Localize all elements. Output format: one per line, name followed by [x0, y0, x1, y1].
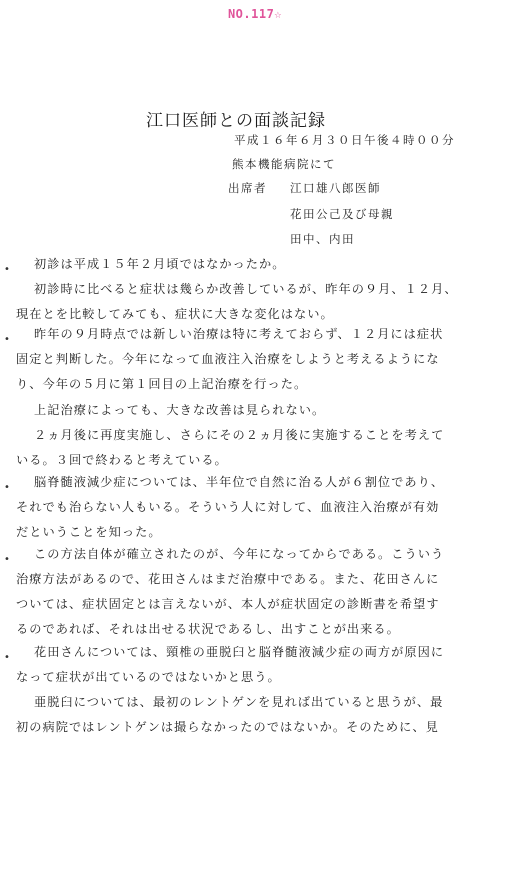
- body-line: いる。３回で終わると考えている。: [16, 453, 228, 467]
- paragraph-bullet: •: [4, 652, 10, 663]
- body-line: 治療方法があるので、花田さんはまだ治療中である。また、花田さんに: [16, 572, 440, 586]
- body-line: 初診は平成１５年２月頃ではなかったか。: [34, 257, 286, 271]
- body-line: 昨年の９月時点では新しい治療は特に考えておらず、１２月には症状: [34, 327, 444, 341]
- body-line: ２ヵ月後に再度実施し、さらにその２ヵ月後に実施することを考えて: [34, 428, 445, 442]
- body-line: 初の病院ではレントゲンは撮らなかったのではないか。そのために、見: [16, 720, 439, 734]
- body-line: 現在とを比較してみても、症状に大きな変化はない。: [16, 307, 334, 321]
- attendees-label: 出席者: [228, 181, 267, 195]
- paragraph-bullet: •: [4, 334, 10, 345]
- body-line: 花田さんについては、頸椎の亜脱臼と脳脊髄液減少症の両方が原因に: [34, 645, 445, 659]
- attendee-item: 花田公己及び母親: [290, 207, 394, 221]
- body-line: 脳脊髄液減少症については、半年位で自然に治る人が６割位であり、: [34, 475, 445, 489]
- body-line: 亜脱臼については、最初のレントゲンを見れば出ていると思うが、最: [34, 695, 444, 709]
- body-line: だということを知った。: [16, 525, 162, 539]
- body-line: なって症状が出ているのではないかと思う。: [16, 670, 281, 684]
- document-title: 江口医師との面談記録: [146, 111, 326, 131]
- paragraph-bullet: •: [4, 482, 10, 493]
- body-line: 初診時に比べると症状は幾らか改善しているが、昨年の９月、１２月、: [34, 282, 458, 296]
- body-line: 上記治療によっても、大きな改善は見られない。: [34, 403, 326, 417]
- body-line: この方法自体が確立されたのが、今年になってからである。こういう: [34, 547, 445, 561]
- meeting-date-time: 平成１６年６月３０日午後４時００分: [234, 133, 455, 147]
- document-number-stamp: NO.117☆: [227, 7, 283, 21]
- body-line: り、今年の５月に第１回目の上記治療を行った。: [16, 377, 308, 391]
- body-line: るのであれば、それは出せる状況であるし、出すことが出来る。: [16, 622, 400, 636]
- body-line: 固定と判断した。今年になって血液注入治療をしようと考えるようにな: [16, 352, 440, 366]
- paragraph-bullet: •: [4, 554, 10, 565]
- body-line: ついては、症状固定とは言えないが、本人が症状固定の診断書を希望す: [16, 597, 440, 611]
- attendee-item: 田中、内田: [290, 232, 355, 246]
- body-line: それでも治らない人もいる。そういう人に対して、血液注入治療が有効: [16, 500, 440, 514]
- paragraph-bullet: •: [4, 264, 10, 275]
- attendee-item: 江口雄八郎医師: [290, 181, 381, 195]
- meeting-location: 熊本機能病院にて: [232, 157, 336, 171]
